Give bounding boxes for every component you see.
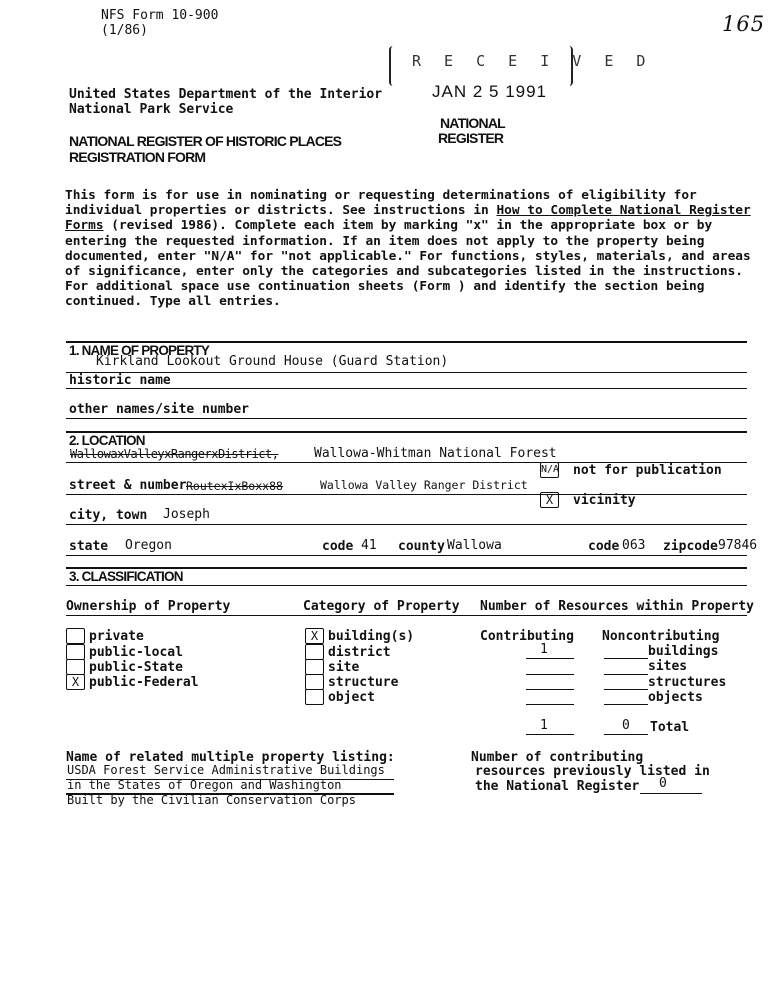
form-number: NFS Form 10-900 <box>101 8 219 23</box>
struck-district: WallowaxValleyxRangerxDistrict, <box>70 447 279 461</box>
property-name: Kirkland Lookout Ground House (Guard Station) <box>96 354 449 369</box>
instructions-paragraph: This form is for use in nominating or requesting determinations of eligibility for individual properties or districts. See instructions in How to Complete National Register Forms (revised 1986). Complete each item by marking "x" in the appropriate box or by entering the requested information. If an item does not apply to the property being documented, enter "N/A" for "not applicable." For functions, styles, materials, and areas of significance, enter only the categories and subcategories listed in the instructions. For additional space use continuation sheets (Form ) and identify the section being continued. Type all entries. <box>65 188 751 310</box>
category-district-label: district <box>328 645 391 660</box>
code-value: 41 <box>361 538 377 553</box>
total-noncontributing: 0 <box>622 718 630 733</box>
buildings-contributing: 1 <box>540 642 548 657</box>
state-rule <box>66 555 747 556</box>
ownership-public-federal-label: public-Federal <box>89 675 199 690</box>
city-label: city, town <box>69 508 148 523</box>
category-object-box[interactable] <box>305 689 324 705</box>
state-value: Oregon <box>125 538 172 553</box>
stamp-date: JAN 2 5 1991 <box>432 82 548 101</box>
not-for-publication-label: not for publication <box>573 463 722 478</box>
previously-listed-line3: the National Register <box>475 779 640 794</box>
objects-noncontributing-rule <box>604 704 648 705</box>
structures-contributing-rule <box>526 689 574 690</box>
buildings-noncontributing-rule <box>604 658 648 659</box>
previously-listed-rule <box>640 793 702 794</box>
stamp-register: REGISTER <box>438 130 504 146</box>
buildings-contributing-rule <box>526 658 574 659</box>
previously-listed-value: 0 <box>659 776 667 791</box>
category-building-label: building(s) <box>328 629 415 644</box>
multiple-listing-line1: USDA Forest Service Administrative Buildings <box>67 763 385 777</box>
ownership-public-state-label: public-State <box>89 660 183 675</box>
multiple-listing-rule-top <box>66 779 394 780</box>
ownership-heading: Ownership of Property <box>66 599 231 614</box>
category-site-label: site <box>328 660 360 675</box>
contributing-label: Contributing <box>480 629 574 644</box>
vicinity-label: vicinity <box>573 493 636 508</box>
ownership-public-state-box[interactable] <box>66 659 85 675</box>
ownership-private-label: private <box>89 629 144 644</box>
total-contributing-rule <box>526 734 574 735</box>
struck-street: RoutexIxBoxx88 <box>186 479 283 493</box>
zipcode-value: 97846 <box>718 538 758 553</box>
form-title-line2: REGISTRATION FORM <box>69 149 206 165</box>
sites-label: sites <box>648 659 688 674</box>
forest-name: Wallowa-Whitman National Forest <box>314 446 557 461</box>
form-title-line1: NATIONAL REGISTER OF HISTORIC PLACES <box>69 133 342 149</box>
street-value: Wallowa Valley Ranger District <box>320 478 528 492</box>
county-label: county <box>398 539 445 554</box>
section2-heading: 2. LOCATION <box>69 433 145 448</box>
code2-label: code <box>588 539 620 554</box>
category-object-label: object <box>328 690 375 705</box>
historic-name-rule <box>66 388 747 389</box>
buildings-label: buildings <box>648 644 719 659</box>
multiple-listing-label: Name of related multiple property listing: <box>66 750 395 765</box>
category-structure-label: structure <box>328 675 399 690</box>
code2-value: 063 <box>622 538 646 553</box>
instructions-reference: How to Complete National Register <box>496 203 751 219</box>
ownership-public-local-box[interactable] <box>66 644 85 660</box>
section3-heading: 3. CLASSIFICATION <box>69 569 183 584</box>
county-value: Wallowa <box>447 538 502 553</box>
not-for-publication-box[interactable]: N/A <box>540 462 559 478</box>
previously-listed-line1: Number of contributing <box>471 750 644 765</box>
structures-label: structures <box>648 675 727 690</box>
section2-top-rule <box>66 431 747 433</box>
category-heading: Category of Property <box>303 599 460 614</box>
noncontributing-label: Noncontributing <box>602 629 720 644</box>
state-label: state <box>69 539 109 554</box>
objects-label: objects <box>648 690 703 705</box>
previously-listed-line2: resources previously listed in <box>475 764 710 779</box>
code-label: code <box>322 539 354 554</box>
ownership-private-box[interactable] <box>66 628 85 644</box>
historic-name-label: historic name <box>69 373 171 388</box>
total-noncontributing-rule <box>604 734 648 735</box>
form-date: (1/86) <box>101 23 148 38</box>
section1-heading: 1. NAME OF PROPERTY <box>69 343 210 358</box>
category-site-box[interactable] <box>305 659 324 675</box>
resources-heading: Number of Resources within Property <box>480 599 754 614</box>
handwritten-number: 165 <box>722 12 766 36</box>
city-value: Joseph <box>163 507 210 522</box>
city-rule <box>66 524 747 525</box>
multiple-listing-line3: Built by the Civilian Conservation Corps <box>67 793 356 807</box>
stamp-national: NATIONAL <box>440 115 505 131</box>
structures-noncontributing-rule <box>604 689 648 690</box>
service: National Park Service <box>69 102 234 117</box>
vicinity-box[interactable]: X <box>540 492 559 508</box>
other-names-rule <box>66 418 747 419</box>
other-names-label: other names/site number <box>69 402 250 417</box>
category-district-box[interactable] <box>305 644 324 660</box>
department: United States Department of the Interior <box>69 87 383 102</box>
category-building-box[interactable]: X <box>305 628 324 644</box>
street-rule <box>66 494 747 495</box>
street-label: street & number <box>69 478 187 493</box>
category-structure-box[interactable] <box>305 674 324 690</box>
stamp-received: R E C E I V E D <box>412 52 653 70</box>
total-label: Total <box>650 720 690 735</box>
total-contributing: 1 <box>540 718 548 733</box>
multiple-listing-line2: in the States of Oregon and Washington <box>67 778 342 792</box>
classification-heading-rule <box>66 615 747 616</box>
section3-heading-rule <box>66 585 747 586</box>
sites-noncontributing-rule <box>604 674 648 675</box>
ownership-public-local-label: public-local <box>89 645 183 660</box>
zipcode-label: zipcode <box>663 539 718 554</box>
objects-contributing-rule <box>526 704 574 705</box>
ownership-public-federal-box[interactable]: X <box>66 674 85 690</box>
sites-contributing-rule <box>526 674 574 675</box>
